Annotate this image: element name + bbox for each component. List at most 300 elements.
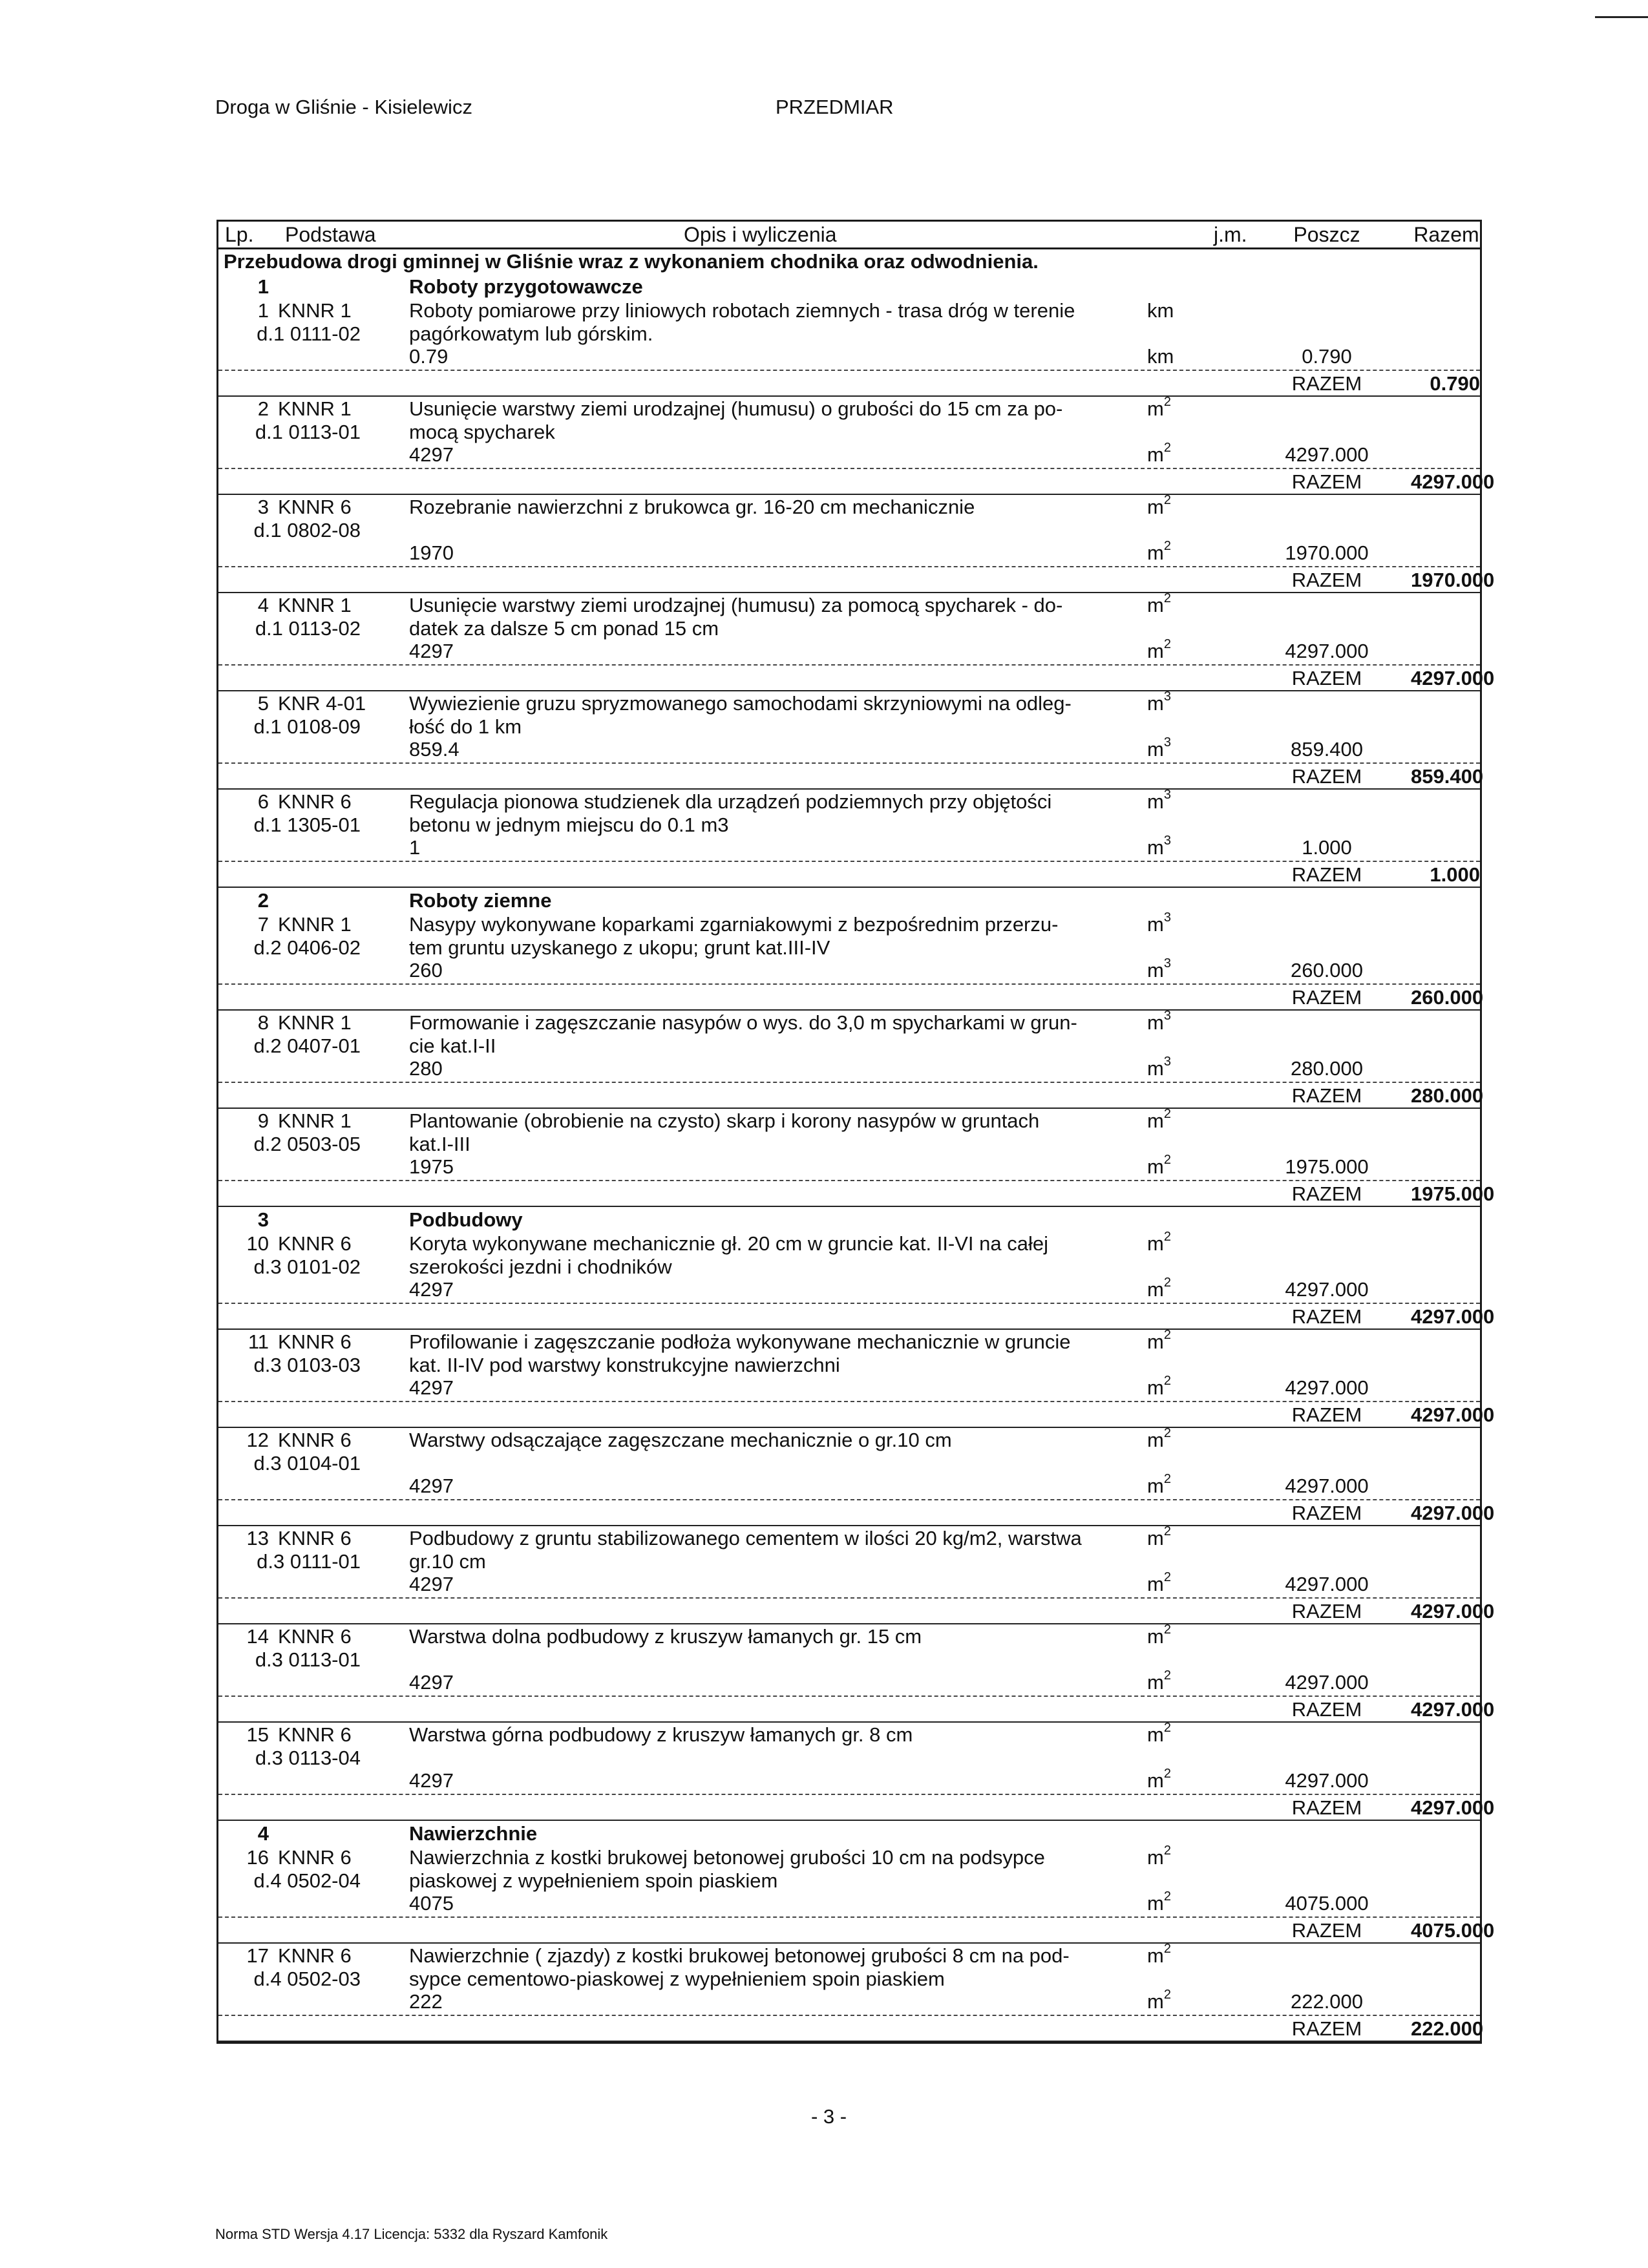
calculation-line <box>218 1769 1480 1795</box>
item-position-code: d.1 1305-01 <box>253 814 361 836</box>
total-line <box>218 2016 1484 2042</box>
unit-base: m <box>1147 541 1164 564</box>
calculation-value: 4297.000 <box>1285 1376 1369 1399</box>
document-header-title: PRZEDMIAR <box>776 96 894 118</box>
row-line <box>218 616 1480 640</box>
unit-exponent: 2 <box>1163 637 1171 651</box>
item-description: Koryta wykonywane mechanicznie gł. 20 cm w gruncie kat. II-VI na całej <box>409 1232 1049 1255</box>
item-description: pagórkowatym lub górskim. <box>409 322 653 345</box>
calculation-line <box>218 1057 1480 1083</box>
razem-value: 4297.000 <box>1411 1403 1495 1426</box>
item-unit <box>1147 1622 1171 1648</box>
total-line <box>218 1795 1495 1821</box>
table-row <box>218 1843 1495 1944</box>
unit-base: m <box>1147 1892 1164 1915</box>
unit-base: m <box>1147 913 1164 936</box>
section-number: 3 <box>257 1208 269 1231</box>
item-description: Formowanie i zagęszczanie nasypów o wys. do 3,0 m spycharkami w grun- <box>409 1011 1077 1034</box>
unit-base: m <box>1147 790 1164 813</box>
unit-base: m <box>1147 1573 1164 1595</box>
razem-label: RAZEM <box>1291 1305 1362 1328</box>
row-line <box>218 1869 1480 1892</box>
table-row <box>218 493 1495 593</box>
unit-exponent: 2 <box>1163 1570 1171 1584</box>
calculation-unit <box>1147 1278 1171 1301</box>
unit-base: m <box>1147 1846 1164 1869</box>
item-lp: 8 <box>257 1011 269 1034</box>
item-position-code: d.4 0502-04 <box>253 1869 361 1892</box>
razem-label: RAZEM <box>1291 372 1362 395</box>
unit-exponent: 2 <box>1163 1767 1171 1781</box>
calculation-unit <box>1147 1155 1171 1179</box>
row-line <box>218 790 1480 813</box>
calculation-expression: 222 <box>409 1990 443 2013</box>
row-line <box>218 1232 1480 1255</box>
item-position-code: d.1 0108-09 <box>253 715 361 738</box>
item-description: gr.10 cm <box>409 1550 486 1573</box>
calculation-unit <box>1147 443 1171 467</box>
unit-base: m <box>1147 959 1164 982</box>
table-row <box>218 1107 1495 1207</box>
calculation-value: 4297.000 <box>1285 1769 1369 1792</box>
table-row <box>218 1524 1495 1624</box>
unit-base: m <box>1147 1527 1164 1549</box>
item-position-code: d.3 0104-01 <box>253 1452 361 1475</box>
calculation-value: 1.000 <box>1302 836 1352 859</box>
calculation-expression: 4297 <box>409 1278 454 1301</box>
total-line <box>218 666 1495 691</box>
unit-exponent: 3 <box>1163 788 1171 802</box>
unit-base: m <box>1147 1625 1164 1648</box>
section-name: Podbudowy <box>409 1208 523 1231</box>
razem-label: RAZEM <box>1291 569 1362 591</box>
item-unit <box>1147 1330 1171 1354</box>
row-line <box>218 715 1480 738</box>
row-line <box>218 813 1480 836</box>
table-row <box>218 1426 1495 1526</box>
total-line <box>218 371 1480 397</box>
col-header-razem: Razem <box>1413 223 1479 246</box>
calculation-unit <box>1147 1990 1171 2013</box>
item-unit <box>1147 689 1171 715</box>
col-header-lp: Lp. <box>225 223 254 246</box>
total-line <box>218 1304 1495 1330</box>
unit-exponent: 2 <box>1163 1374 1171 1388</box>
item-unit <box>1147 397 1171 421</box>
total-line <box>218 1402 1495 1428</box>
calculation-expression: 4297 <box>409 1573 454 1595</box>
unit-base: m <box>1147 1769 1164 1792</box>
row-line <box>218 1255 1480 1278</box>
calculation-expression: 260 <box>409 959 443 982</box>
calculation-expression: 4075 <box>409 1892 454 1915</box>
item-position-code: d.3 0111-01 <box>257 1550 361 1573</box>
item-description: Rozebranie nawierzchni z brukowca gr. 16-20 cm mechanicznie <box>409 496 975 518</box>
calculation-line <box>218 735 1480 764</box>
item-lp: 16 <box>246 1846 269 1869</box>
razem-value: 1975.000 <box>1411 1182 1495 1205</box>
unit-base: m <box>1147 738 1164 761</box>
item-position-code: d.1 0802-08 <box>253 519 361 541</box>
calculation-line <box>218 956 1480 985</box>
razem-value: 222.000 <box>1411 2017 1484 2040</box>
razem-label: RAZEM <box>1291 1403 1362 1426</box>
total-line <box>218 862 1480 888</box>
row-line <box>218 1353 1480 1376</box>
total-line <box>218 1083 1484 1109</box>
item-catalog: KNNR 1 <box>278 594 352 616</box>
item-position-code: d.4 0502-03 <box>253 1968 361 1990</box>
unit-exponent: 3 <box>1163 1055 1171 1069</box>
row-line <box>218 1967 1480 1990</box>
razem-value: 4297.000 <box>1411 1796 1495 1819</box>
item-description: kat.I-III <box>409 1133 470 1155</box>
item-catalog: KNR 4-01 <box>278 692 366 715</box>
razem-label: RAZEM <box>1291 863 1362 886</box>
razem-label: RAZEM <box>1291 765 1362 788</box>
calculation-value: 4075.000 <box>1285 1892 1369 1915</box>
calculation-line <box>218 443 1480 469</box>
razem-label: RAZEM <box>1291 986 1362 1009</box>
unit-base: m <box>1147 1671 1164 1694</box>
item-description: Podbudowy z gruntu stabilizowanego cementem w ilości 20 kg/m2, warstwa <box>409 1527 1082 1549</box>
calculation-expression: 280 <box>409 1057 443 1080</box>
item-unit <box>1147 299 1174 322</box>
razem-value: 280.000 <box>1411 1084 1484 1107</box>
footer-license: Norma STD Wersja 4.17 Licencja: 5332 dla Ryszard Kamfonik <box>215 2226 608 2242</box>
row-line <box>218 518 1480 541</box>
unit-base: m <box>1147 1376 1164 1399</box>
item-catalog: KNNR 6 <box>278 1944 352 1967</box>
item-lp: 2 <box>257 397 269 420</box>
row-line <box>218 1549 1480 1573</box>
calculation-expression: 4297 <box>409 1376 454 1399</box>
item-catalog: KNNR 6 <box>278 1232 352 1255</box>
table-row <box>218 1328 1495 1428</box>
przedmiar-table <box>217 220 1495 2044</box>
razem-value: 4075.000 <box>1411 1919 1495 1942</box>
calculation-value: 280.000 <box>1290 1057 1364 1080</box>
total-line <box>218 1918 1495 1944</box>
item-description: Warstwy odsączające zagęszczane mechanicznie o gr.10 cm <box>409 1429 952 1451</box>
row-line <box>218 1034 1480 1057</box>
calculation-line <box>218 541 1480 567</box>
item-unit <box>1147 1011 1171 1034</box>
item-description: sypce cementowo-piaskowej z wypełnieniem spoin piaskiem <box>409 1968 945 1990</box>
unit-exponent: 2 <box>1163 1843 1171 1858</box>
unit-exponent: 3 <box>1163 834 1171 848</box>
unit-base: m <box>1147 1944 1164 1967</box>
item-description: Wywiezienie gruzu spryzmowanego samochodami skrzyniowymi na odleg- <box>409 692 1072 715</box>
calculation-line <box>218 1278 1480 1304</box>
item-lp: 15 <box>246 1723 269 1746</box>
item-position-code: d.3 0101-02 <box>253 1255 361 1278</box>
item-lp: 12 <box>246 1429 269 1451</box>
calculation-value: 260.000 <box>1290 959 1364 982</box>
calculation-value: 4297.000 <box>1285 1475 1369 1497</box>
item-description: Profilowanie i zagęszczanie podłoża wykonywane mechanicznie w gruncie <box>409 1330 1071 1353</box>
item-unit <box>1147 1232 1171 1255</box>
col-header-poszcz: Poszcz <box>1293 223 1360 246</box>
row-line <box>218 1944 1480 1967</box>
item-position-code: d.3 0113-04 <box>255 1747 361 1769</box>
item-position-code: d.1 0113-01 <box>255 421 361 443</box>
unit-base: m <box>1147 1723 1164 1746</box>
calculation-unit <box>1147 1570 1171 1596</box>
unit-exponent: 2 <box>1163 539 1171 553</box>
razem-value: 4297.000 <box>1411 1305 1495 1328</box>
item-position-code: d.2 0503-05 <box>253 1133 361 1155</box>
row-line <box>218 397 1480 420</box>
item-description: Nawierzchnia z kostki brukowej betonowej grubości 10 cm na podsypce <box>409 1846 1045 1869</box>
calculation-value: 1975.000 <box>1285 1155 1369 1178</box>
calculation-value: 222.000 <box>1290 1990 1364 2013</box>
unit-base: m <box>1147 443 1164 466</box>
scan-edge-line <box>1595 16 1648 18</box>
razem-value: 260.000 <box>1411 986 1484 1009</box>
item-lp: 3 <box>257 496 269 518</box>
item-catalog: KNNR 6 <box>278 1846 352 1869</box>
calculation-expression: 1975 <box>409 1155 454 1178</box>
razem-label: RAZEM <box>1291 1919 1362 1942</box>
total-line <box>218 1181 1495 1207</box>
calculation-expression: 1970 <box>409 541 454 564</box>
section-name: Roboty przygotowawcze <box>409 275 643 298</box>
total-line <box>218 985 1484 1011</box>
total-line <box>218 1599 1495 1624</box>
calculation-value: 4297.000 <box>1285 443 1369 466</box>
item-position-code: d.3 0103-03 <box>253 1354 361 1376</box>
razem-value: 4297.000 <box>1411 1502 1495 1524</box>
document-header-left: Droga w Gliśnie - Kisielewicz <box>215 96 472 118</box>
item-lp: 17 <box>246 1944 269 1967</box>
unit-base: m <box>1147 1057 1164 1080</box>
calculation-line <box>218 345 1480 371</box>
item-position-code: d.3 0113-01 <box>255 1648 361 1671</box>
calculation-expression: 4297 <box>409 640 454 662</box>
section-header <box>218 274 1480 299</box>
unit-base: m <box>1147 1475 1164 1497</box>
section-header <box>218 1207 1480 1232</box>
item-unit <box>1147 1524 1171 1550</box>
calculation-value: 0.790 <box>1302 345 1352 368</box>
table-row <box>218 1942 1484 2042</box>
table-row <box>218 790 1480 888</box>
unit-exponent: 2 <box>1163 1524 1171 1538</box>
calculation-line <box>218 836 1480 862</box>
item-catalog: KNNR 6 <box>278 790 352 813</box>
item-description: piaskowej z wypełnieniem spoin piaskiem <box>409 1869 778 1892</box>
row-line <box>218 936 1480 959</box>
section-number: 2 <box>257 889 269 912</box>
col-header-jm: j.m. <box>1214 223 1247 246</box>
unit-exponent: 2 <box>1163 1107 1171 1121</box>
item-description: Regulacja pionowa studzienek dla urządzeń podziemnych przy objętości <box>409 790 1052 813</box>
row-line <box>218 593 1480 616</box>
unit-base: m <box>1147 1330 1164 1353</box>
calculation-expression: 4297 <box>409 1671 454 1694</box>
unit-exponent: 2 <box>1163 1942 1171 1956</box>
razem-value: 4297.000 <box>1411 1600 1495 1622</box>
item-lp: 5 <box>257 692 269 715</box>
calculation-expression: 4297 <box>409 1475 454 1497</box>
unit-exponent: 2 <box>1163 1328 1171 1342</box>
unit-exponent: 3 <box>1163 956 1171 971</box>
section-name: Roboty ziemne <box>409 889 552 912</box>
calculation-unit <box>1147 1376 1171 1400</box>
total-line <box>218 764 1484 790</box>
table-row <box>218 591 1495 691</box>
item-unit <box>1147 1426 1171 1452</box>
item-description: Nasypy wykonywane koparkami zgarniakowymi z bezpośrednim przerzu- <box>409 913 1059 936</box>
calculation-line <box>218 1376 1480 1402</box>
row-line <box>218 1132 1480 1155</box>
unit-base: m <box>1147 594 1164 616</box>
unit-base: m <box>1147 1155 1164 1178</box>
item-lp: 14 <box>246 1625 269 1648</box>
total-line <box>218 469 1495 495</box>
unit-exponent: 2 <box>1163 395 1171 409</box>
unit-base: km <box>1147 299 1174 322</box>
row-line <box>218 1723 1480 1746</box>
item-position-code: d.1 0111-02 <box>257 322 361 345</box>
section-number: 4 <box>257 1822 269 1845</box>
item-catalog: KNNR 6 <box>278 1527 352 1549</box>
calculation-line <box>218 1889 1480 1918</box>
item-position-code: d.1 0113-02 <box>255 617 361 640</box>
razem-value: 4297.000 <box>1411 667 1495 689</box>
item-description: betonu w jednym miejscu do 0.1 m3 <box>409 814 729 836</box>
item-description: Usunięcie warstwy ziemi urodzajnej (humusu) o grubości do 15 cm za po- <box>409 397 1063 420</box>
unit-exponent: 2 <box>1163 1153 1171 1167</box>
section-header <box>218 888 1480 912</box>
row-line <box>218 1624 1480 1648</box>
table-body <box>218 274 1495 2042</box>
item-catalog: KNNR 1 <box>278 397 352 420</box>
unit-exponent: 2 <box>1163 1988 1171 2002</box>
table-row <box>218 689 1484 790</box>
item-description: tem gruntu uzyskanego z ukopu; grunt kat.III-IV <box>409 936 830 959</box>
row-line <box>218 495 1480 518</box>
razem-value: 0.790 <box>1430 372 1480 395</box>
item-position-code: d.2 0406-02 <box>253 936 361 959</box>
razem-label: RAZEM <box>1291 1182 1362 1205</box>
unit-base: m <box>1147 1278 1164 1301</box>
razem-value: 859.400 <box>1411 765 1484 788</box>
calculation-unit <box>1147 1057 1171 1080</box>
calculation-expression: 859.4 <box>409 738 460 761</box>
unit-base: m <box>1147 1232 1164 1255</box>
calculation-expression: 4297 <box>409 443 454 466</box>
col-header-podstawa: Podstawa <box>285 223 376 246</box>
calculation-line <box>218 1472 1480 1500</box>
row-line <box>218 1109 1480 1132</box>
row-line <box>218 1011 1480 1034</box>
calculation-line <box>218 637 1480 666</box>
row-line <box>218 1428 1480 1451</box>
item-unit <box>1147 1944 1171 1968</box>
table-row <box>218 910 1484 1011</box>
unit-base: m <box>1147 692 1164 715</box>
unit-exponent: 2 <box>1163 1472 1171 1486</box>
table-header <box>218 222 1480 249</box>
calculation-unit <box>1147 1889 1171 1915</box>
calculation-unit <box>1147 735 1171 761</box>
table-row <box>218 1622 1495 1723</box>
calculation-unit <box>1147 836 1171 859</box>
item-catalog: KNNR 6 <box>278 1625 352 1648</box>
unit-base: m <box>1147 1990 1164 2013</box>
row-line <box>218 322 1480 345</box>
item-description: łość do 1 km <box>409 715 522 738</box>
item-unit <box>1147 910 1171 936</box>
unit-exponent: 3 <box>1163 1009 1171 1023</box>
row-line <box>218 1330 1480 1353</box>
page-number: - 3 - <box>811 2105 847 2128</box>
unit-base: m <box>1147 1109 1164 1132</box>
table-row <box>218 299 1480 397</box>
calculation-value: 4297.000 <box>1285 1278 1369 1301</box>
calculation-value: 1970.000 <box>1285 541 1369 564</box>
row-line <box>218 1451 1480 1475</box>
row-line <box>218 1746 1480 1769</box>
item-catalog: KNNR 6 <box>278 1723 352 1746</box>
item-unit <box>1147 1723 1171 1747</box>
calculation-value: 4297.000 <box>1285 1671 1369 1694</box>
razem-label: RAZEM <box>1291 1698 1362 1721</box>
table-row <box>218 1721 1495 1821</box>
item-unit <box>1147 591 1171 617</box>
item-lp: 10 <box>246 1232 269 1255</box>
razem-label: RAZEM <box>1291 470 1362 493</box>
item-description: Usunięcie warstwy ziemi urodzajnej (humusu) za pomocą spycharek - do- <box>409 594 1063 616</box>
razem-label: RAZEM <box>1291 2017 1362 2040</box>
item-unit <box>1147 493 1171 519</box>
item-description: Nawierzchnie ( zjazdy) z kostki brukowej betonowej grubości 8 cm na pod- <box>409 1944 1070 1967</box>
razem-label: RAZEM <box>1291 1796 1362 1819</box>
total-line <box>218 1697 1495 1723</box>
table-row <box>218 1009 1484 1109</box>
item-lp: 7 <box>257 913 269 936</box>
calculation-unit <box>1147 1769 1171 1792</box>
unit-exponent: 2 <box>1163 441 1171 455</box>
unit-exponent: 2 <box>1163 1622 1171 1637</box>
item-lp: 1 <box>257 299 269 322</box>
unit-exponent: 3 <box>1163 910 1171 925</box>
unit-exponent: 2 <box>1163 1721 1171 1735</box>
row-line <box>218 691 1480 715</box>
calculation-unit <box>1147 541 1171 565</box>
item-catalog: KNNR 1 <box>278 1109 352 1132</box>
calculation-line <box>218 1668 1480 1697</box>
razem-value: 4297.000 <box>1411 1698 1495 1721</box>
razem-value: 4297.000 <box>1411 470 1495 493</box>
row-line <box>218 1648 1480 1671</box>
unit-exponent: 3 <box>1163 735 1171 750</box>
total-line <box>218 567 1495 593</box>
unit-base: m <box>1147 496 1164 518</box>
unit-base: km <box>1147 345 1174 368</box>
calculation-value: 4297.000 <box>1285 640 1369 662</box>
unit-exponent: 3 <box>1163 689 1171 704</box>
item-description: Warstwa górna podbudowy z kruszyw łamanych gr. 8 cm <box>409 1723 913 1746</box>
item-catalog: KNNR 6 <box>278 1429 352 1451</box>
calculation-expression: 1 <box>409 836 421 859</box>
total-line <box>218 1500 1495 1526</box>
item-description: szerokości jezdni i chodników <box>409 1255 672 1278</box>
unit-base: m <box>1147 640 1164 662</box>
calculation-value: 859.400 <box>1290 738 1364 761</box>
